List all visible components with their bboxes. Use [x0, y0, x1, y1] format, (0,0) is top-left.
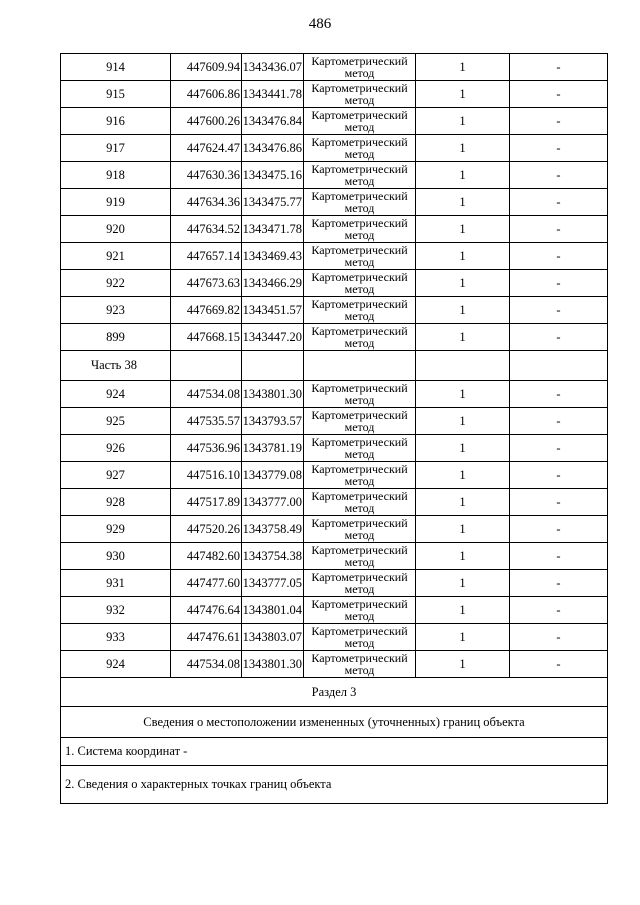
coord-y: 1343801.04	[242, 597, 304, 624]
coord-x: 447517.89	[171, 489, 242, 516]
table-row	[61, 81, 608, 108]
description: -	[510, 651, 608, 678]
accuracy: 1	[416, 462, 510, 489]
point-number: 921	[61, 243, 171, 270]
coord-x: 447520.26	[171, 516, 242, 543]
coord-x: 447669.82	[171, 297, 242, 324]
description: -	[510, 216, 608, 243]
coord-x: 447600.26	[171, 108, 242, 135]
point-number: 920	[61, 216, 171, 243]
group2-rows	[61, 381, 608, 678]
method: Картометрический метод	[304, 651, 416, 678]
description: -	[510, 381, 608, 408]
point-number: 928	[61, 489, 171, 516]
table-row	[61, 162, 608, 189]
method: Картометрический метод	[304, 270, 416, 297]
coord-y: 1343801.30	[242, 651, 304, 678]
table-row	[61, 216, 608, 243]
method: Картометрический метод	[304, 543, 416, 570]
char-points: 2. Сведения о характерных точках границ объекта	[61, 766, 608, 804]
accuracy: 1	[416, 489, 510, 516]
accuracy: 1	[416, 651, 510, 678]
empty-cell	[171, 351, 242, 381]
point-number: 899	[61, 324, 171, 351]
description: -	[510, 324, 608, 351]
description: -	[510, 624, 608, 651]
method: Картометрический метод	[304, 516, 416, 543]
description: -	[510, 270, 608, 297]
table-row	[61, 462, 608, 489]
coord-y: 1343466.29	[242, 270, 304, 297]
table-row	[61, 189, 608, 216]
coord-x: 447634.52	[171, 216, 242, 243]
table-row	[61, 381, 608, 408]
coord-system-row	[61, 738, 608, 766]
point-number: 923	[61, 297, 171, 324]
coord-x: 447634.36	[171, 189, 242, 216]
method: Картометрический метод	[304, 435, 416, 462]
description: -	[510, 543, 608, 570]
coord-y: 1343475.77	[242, 189, 304, 216]
coord-y: 1343754.38	[242, 543, 304, 570]
point-number: 933	[61, 624, 171, 651]
coord-y: 1343469.43	[242, 243, 304, 270]
description: -	[510, 54, 608, 81]
table-row	[61, 489, 608, 516]
method: Картометрический метод	[304, 462, 416, 489]
section-title: Раздел 3	[61, 678, 608, 707]
method: Картометрический метод	[304, 381, 416, 408]
coord-y: 1343451.57	[242, 297, 304, 324]
point-number: 918	[61, 162, 171, 189]
empty-cell	[510, 351, 608, 381]
char-points-row	[61, 766, 608, 804]
coord-x: 447668.15	[171, 324, 242, 351]
table-row	[61, 297, 608, 324]
point-number: 932	[61, 597, 171, 624]
coord-x: 447624.47	[171, 135, 242, 162]
method: Картометрический метод	[304, 189, 416, 216]
accuracy: 1	[416, 243, 510, 270]
accuracy: 1	[416, 270, 510, 297]
group1-rows	[61, 54, 608, 351]
method: Картометрический метод	[304, 297, 416, 324]
table-row	[61, 270, 608, 297]
point-number: 926	[61, 435, 171, 462]
coord-x: 447630.36	[171, 162, 242, 189]
description: -	[510, 570, 608, 597]
table-row	[61, 108, 608, 135]
method: Картометрический метод	[304, 54, 416, 81]
point-number: 924	[61, 651, 171, 678]
method: Картометрический метод	[304, 489, 416, 516]
coord-y: 1343793.57	[242, 408, 304, 435]
description: -	[510, 135, 608, 162]
coordinates-table	[60, 53, 608, 804]
accuracy: 1	[416, 135, 510, 162]
coord-x: 447673.63	[171, 270, 242, 297]
description: -	[510, 189, 608, 216]
table-row	[61, 597, 608, 624]
method: Картометрический метод	[304, 408, 416, 435]
coord-x: 447534.08	[171, 651, 242, 678]
method: Картометрический метод	[304, 81, 416, 108]
table-row	[61, 570, 608, 597]
description: -	[510, 297, 608, 324]
point-number: 914	[61, 54, 171, 81]
coord-y: 1343447.20	[242, 324, 304, 351]
coord-x: 447476.64	[171, 597, 242, 624]
accuracy: 1	[416, 543, 510, 570]
table-row	[61, 624, 608, 651]
point-number: 916	[61, 108, 171, 135]
coord-y: 1343758.49	[242, 516, 304, 543]
point-number: 927	[61, 462, 171, 489]
coord-y: 1343476.84	[242, 108, 304, 135]
point-number: 915	[61, 81, 171, 108]
description: -	[510, 435, 608, 462]
description: -	[510, 408, 608, 435]
coord-x: 447535.57	[171, 408, 242, 435]
coord-x: 447609.94	[171, 54, 242, 81]
point-number: 924	[61, 381, 171, 408]
accuracy: 1	[416, 597, 510, 624]
coord-x: 447606.86	[171, 81, 242, 108]
accuracy: 1	[416, 189, 510, 216]
accuracy: 1	[416, 108, 510, 135]
coord-y: 1343781.19	[242, 435, 304, 462]
coord-y: 1343803.07	[242, 624, 304, 651]
empty-cell	[304, 351, 416, 381]
coord-y: 1343471.78	[242, 216, 304, 243]
empty-cell	[242, 351, 304, 381]
method: Картометрический метод	[304, 108, 416, 135]
accuracy: 1	[416, 570, 510, 597]
coord-y: 1343441.78	[242, 81, 304, 108]
description: -	[510, 597, 608, 624]
method: Картометрический метод	[304, 570, 416, 597]
description: -	[510, 489, 608, 516]
method: Картометрический метод	[304, 324, 416, 351]
accuracy: 1	[416, 81, 510, 108]
accuracy: 1	[416, 381, 510, 408]
accuracy: 1	[416, 216, 510, 243]
coord-x: 447534.08	[171, 381, 242, 408]
point-number: 925	[61, 408, 171, 435]
table-row	[61, 516, 608, 543]
coord-x: 447476.61	[171, 624, 242, 651]
method: Картометрический метод	[304, 243, 416, 270]
accuracy: 1	[416, 162, 510, 189]
accuracy: 1	[416, 435, 510, 462]
part-label: Часть 38	[61, 351, 171, 381]
method: Картометрический метод	[304, 135, 416, 162]
coord-x: 447482.60	[171, 543, 242, 570]
empty-cell	[416, 351, 510, 381]
table-row	[61, 54, 608, 81]
accuracy: 1	[416, 324, 510, 351]
point-number: 922	[61, 270, 171, 297]
point-number: 931	[61, 570, 171, 597]
method: Картометрический метод	[304, 597, 416, 624]
section-subtitle-row	[61, 707, 608, 738]
description: -	[510, 81, 608, 108]
accuracy: 1	[416, 297, 510, 324]
coord-x: 447536.96	[171, 435, 242, 462]
description: -	[510, 243, 608, 270]
point-number: 917	[61, 135, 171, 162]
coord-y: 1343475.16	[242, 162, 304, 189]
coord-y: 1343777.00	[242, 489, 304, 516]
table-row	[61, 135, 608, 162]
description: -	[510, 162, 608, 189]
coord-y: 1343779.08	[242, 462, 304, 489]
table-row	[61, 543, 608, 570]
coord-y: 1343476.86	[242, 135, 304, 162]
table-row	[61, 651, 608, 678]
description: -	[510, 516, 608, 543]
table-row	[61, 435, 608, 462]
accuracy: 1	[416, 408, 510, 435]
part-row	[61, 351, 608, 381]
coord-x: 447657.14	[171, 243, 242, 270]
method: Картометрический метод	[304, 216, 416, 243]
section-title-row	[61, 678, 608, 707]
method: Картометрический метод	[304, 162, 416, 189]
coord-x: 447477.60	[171, 570, 242, 597]
description: -	[510, 108, 608, 135]
table-row	[61, 243, 608, 270]
point-number: 930	[61, 543, 171, 570]
page-number: 486	[308, 16, 332, 32]
accuracy: 1	[416, 624, 510, 651]
point-number: 929	[61, 516, 171, 543]
table-row	[61, 324, 608, 351]
coord-y: 1343777.05	[242, 570, 304, 597]
coord-x: 447516.10	[171, 462, 242, 489]
point-number: 919	[61, 189, 171, 216]
method: Картометрический метод	[304, 624, 416, 651]
section-subtitle: Сведения о местоположении измененных (уточненных) границ объекта	[61, 707, 608, 738]
coord-system: 1. Система координат -	[61, 738, 608, 766]
table-row	[61, 408, 608, 435]
coord-y: 1343436.07	[242, 54, 304, 81]
coord-y: 1343801.30	[242, 381, 304, 408]
accuracy: 1	[416, 54, 510, 81]
description: -	[510, 462, 608, 489]
accuracy: 1	[416, 516, 510, 543]
